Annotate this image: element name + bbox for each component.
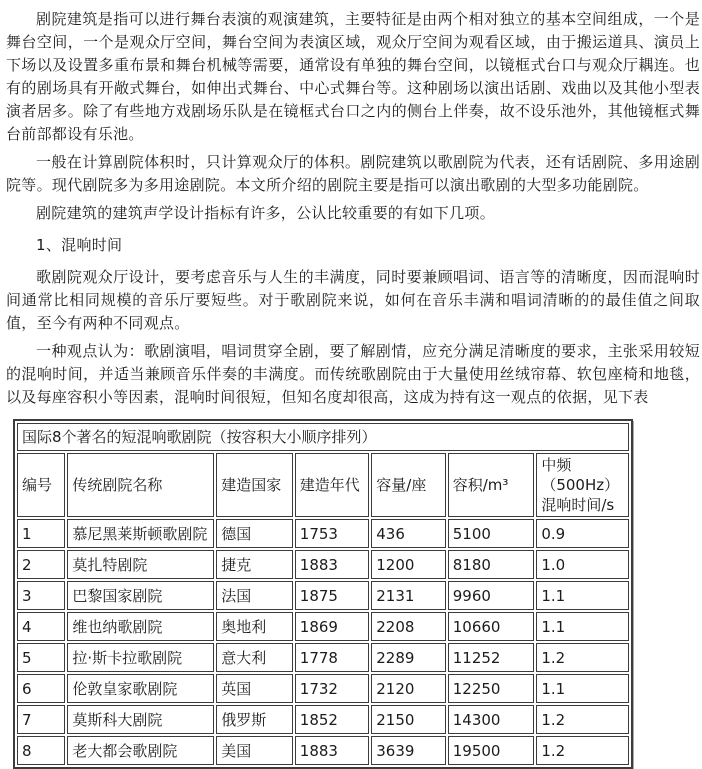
table-cell: 14300 [448,705,535,734]
table-cell: 老大都会歌剧院 [67,736,214,765]
table-cell: 伦敦皇家歌剧院 [67,674,214,703]
table-cell: 8 [17,736,65,765]
column-header-reverberation: 中频（500Hz）混响时间/s [536,453,629,517]
table-cell: 捷克 [216,550,293,579]
table-cell: 2131 [371,581,445,610]
table-cell: 意大利 [216,643,293,672]
table-row [17,643,629,672]
paragraph-acoustic-indicators: 剧院建筑的建筑声学设计指标有许多，公认比较重要的有如下几项。 [36,204,496,222]
table-cell: 11252 [448,643,535,672]
table-cell: 2208 [371,612,445,641]
column-header-country: 建造国家 [216,453,293,517]
table-row [17,736,629,765]
table-cell: 8180 [448,550,535,579]
table-cell: 3639 [371,736,445,765]
table-cell: 1.1 [536,612,629,641]
table-cell: 1778 [295,643,369,672]
table-row [17,550,629,579]
table-cell: 1 [17,519,65,548]
table-row [17,612,629,641]
table-cell: 奥地利 [216,612,293,641]
table-title: 国际8个著名的短混响歌剧院（按容积大小顺序排列） [17,423,629,451]
table-cell: 维也纳歌剧院 [67,612,214,641]
table-cell: 2 [17,550,65,579]
table-cell: 俄罗斯 [216,705,293,734]
column-header-number: 编号 [17,453,65,517]
paragraph-opera-hall-design: 歌剧院观众厅设计，要考虑音乐与人生的丰满度，同时要兼顾唱词、语言等的清晰度，因而混响时间通常比相同规模的音乐厅要短些。对于歌剧院来说，如何在音乐丰满和唱词清晰的的最佳值之间取值，至今有两种不同观点。 [6,268,700,332]
table-cell: 莫扎特剧院 [67,550,214,579]
table-cell: 2120 [371,674,445,703]
table-cell: 3 [17,581,65,610]
table-cell: 10660 [448,612,535,641]
table-cell: 5100 [448,519,535,548]
table-cell: 5 [17,643,65,672]
table-cell: 1869 [295,612,369,641]
table-cell: 4 [17,612,65,641]
table-cell: 2289 [371,643,445,672]
table-cell: 1.1 [536,674,629,703]
table-cell: 1883 [295,736,369,765]
table-cell: 德国 [216,519,293,548]
table-cell: 1732 [295,674,369,703]
table-cell: 19500 [448,736,535,765]
table-cell: 1.2 [536,643,629,672]
table-cell: 1200 [371,550,445,579]
table-row [17,674,629,703]
paragraph-volume-calc: 一般在计算剧院体积时，只计算观众厅的体积。剧院建筑以歌剧院为代表，还有话剧院、多用途剧院等。现代剧院多为多用途剧院。本文所介绍的剧院主要是指可以演出歌剧的大型多功能剧院。 [6,153,700,194]
table-row [17,705,629,734]
table-cell: 1852 [295,705,369,734]
table-cell: 巴黎国家剧院 [67,581,214,610]
table-cell: 2150 [371,705,445,734]
opera-house-table [13,419,633,769]
column-header-volume: 容积/m³ [448,453,535,517]
column-header-theater-name: 传统剧院名称 [67,453,214,517]
table-cell: 莫斯科大剧院 [67,705,214,734]
table-cell: 拉·斯卡拉歌剧院 [67,643,214,672]
table-cell: 1.0 [536,550,629,579]
column-header-capacity: 容量/座 [371,453,445,517]
table-cell: 9960 [448,581,535,610]
table-row [17,519,629,548]
table-cell: 法国 [216,581,293,610]
table-title-row [17,423,629,451]
table-cell: 美国 [216,736,293,765]
table-cell: 12250 [448,674,535,703]
table-cell: 0.9 [536,519,629,548]
table-cell: 慕尼黑莱斯顿歌剧院 [67,519,214,548]
table-cell: 1883 [295,550,369,579]
table-cell: 英国 [216,674,293,703]
table-row [17,581,629,610]
section-heading-reverberation-time: 1、混响时间 [36,236,123,254]
table-cell: 1.1 [536,581,629,610]
table-cell: 436 [371,519,445,548]
table-cell: 1.2 [536,705,629,734]
column-header-year-built: 建造年代 [295,453,369,517]
table-header-row [17,453,629,517]
table-cell: 1.2 [536,736,629,765]
paragraph-theater-intro: 剧院建筑是指可以进行舞台表演的观演建筑，主要特征是由两个相对独立的基本空间组成，一个是舞台空间，一个是观众厅空间，舞台空间为表演区域，观众厅空间为观看区域，由于搬运道具、演员上下场以及设置多重布景和舞台机械等需要，通常设有单独的舞台空间，以镜框式台口与观众厅耦连。也有的剧场具有开敞式舞台，如伸出式舞台、中心式舞台等。这种剧场以演出话剧、戏曲以及其他小型表演者居多。除了有些地方戏剧场乐队是在镜框式台口之内的侧台上伴奏，故不设乐池外，其他镜框式舞台前部都设有乐池。 [6,10,700,143]
table-cell: 7 [17,705,65,734]
paragraph-viewpoint-one: 一种观点认为：歌剧演唱，唱词贯穿全剧，要了解剧情，应充分满足清晰度的要求，主张采用较短的混响时间，并适当兼顾音乐伴奏的丰满度。而传统歌剧院由于大量使用丝绒帘幕、软包座椅和地毯，以及每座容积小等因素，混响时间很短，但知名度却很高，这成为持有这一观点的依据，见下表 [6,342,700,406]
table-cell: 1875 [295,581,369,610]
table-cell: 6 [17,674,65,703]
table-cell: 1753 [295,519,369,548]
